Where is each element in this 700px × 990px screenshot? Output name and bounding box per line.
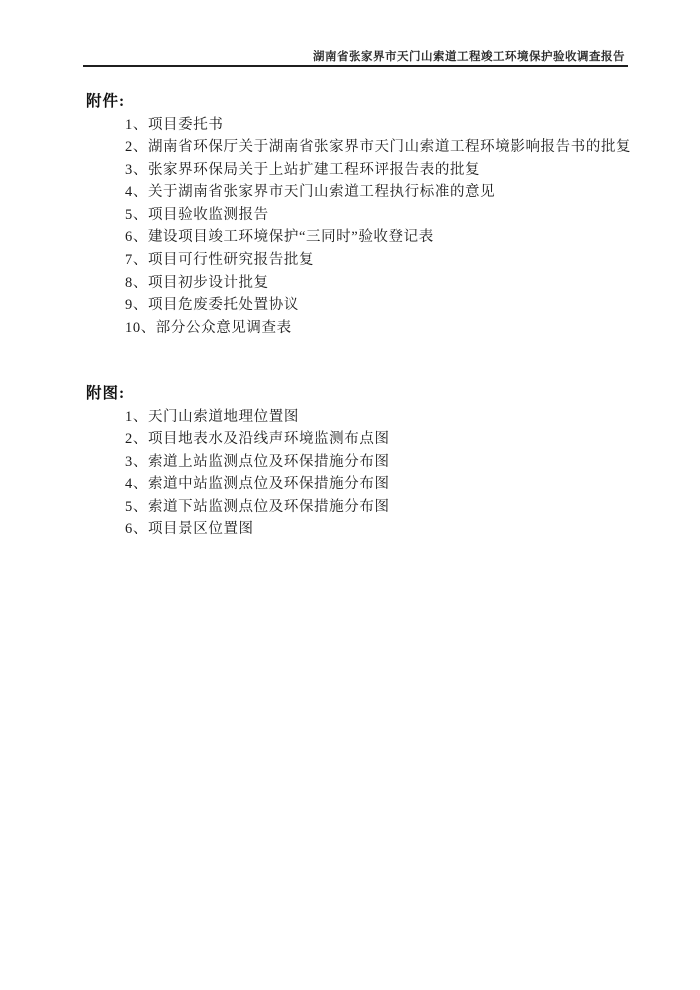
attachment-item: 3、张家界环保局关于上站扩建工程环评报告表的批复 <box>125 161 481 178</box>
attachments-list <box>86 114 631 340</box>
attachment-item: 8、项目初步设计批复 <box>125 274 269 291</box>
attachment-item: 4、关于湖南省张家界市天门山索道工程执行标准的意见 <box>125 184 496 201</box>
attachment-item: 5、项目验收监测报告 <box>125 206 269 223</box>
figure-item: 4、索道中站监测点位及环保措施分布图 <box>125 476 390 493</box>
attachment-item: 6、建设项目竣工环境保护“三同时”验收登记表 <box>125 229 434 246</box>
figure-item: 3、索道上站监测点位及环保措施分布图 <box>125 453 390 470</box>
header-divider-line <box>83 65 628 67</box>
attachments-label: 附件: <box>86 93 126 110</box>
figures-section <box>86 382 390 541</box>
attachment-item: 2、湖南省环保厅关于湖南省张家界市天门山索道工程环境影响报告书的批复 <box>125 139 632 156</box>
figure-item: 2、项目地表水及沿线声环境监测布点图 <box>125 431 390 448</box>
figures-list <box>86 406 390 542</box>
figure-item: 1、天门山索道地理位置图 <box>125 408 299 425</box>
attachment-item: 10、部分公众意见调查表 <box>125 319 292 336</box>
page-header-title: 湖南省张家界市天门山索道工程竣工环境保护验收调查报告 <box>313 51 625 63</box>
attachment-item: 9、项目危废委托处置协议 <box>125 297 299 314</box>
figure-item: 6、项目景区位置图 <box>125 521 254 538</box>
attachment-item: 1、项目委托书 <box>125 116 224 133</box>
attachment-item: 7、项目可行性研究报告批复 <box>125 252 315 269</box>
figures-label: 附图: <box>86 385 126 402</box>
attachments-section <box>86 90 631 339</box>
figure-item: 5、索道下站监测点位及环保措施分布图 <box>125 498 390 515</box>
